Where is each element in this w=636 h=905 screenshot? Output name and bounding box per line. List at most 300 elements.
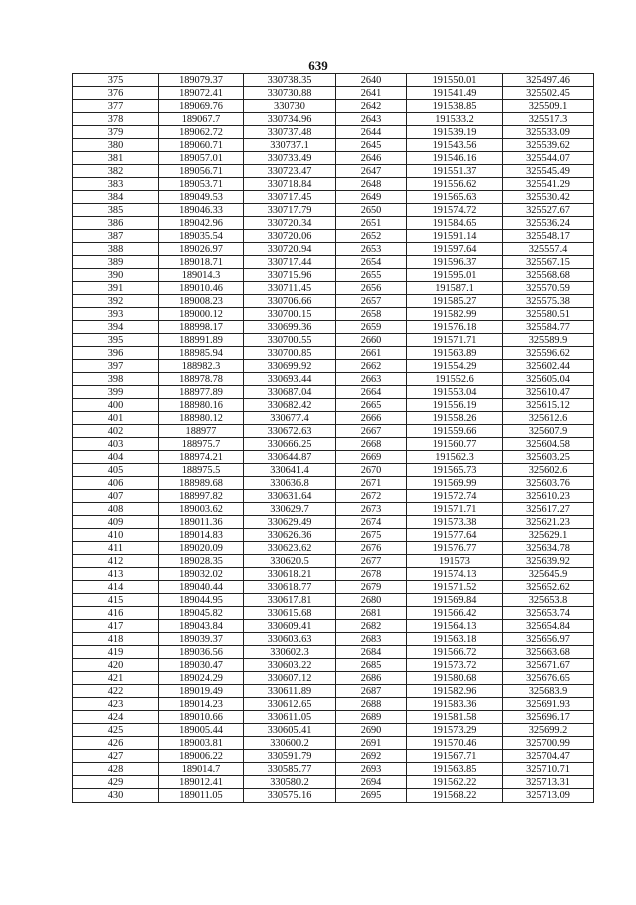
point-number-left-cell: 418 [73, 633, 159, 646]
y-coordinate-right-cell: 325602.6 [503, 464, 594, 477]
y-coordinate-left-cell: 330626.36 [244, 529, 336, 542]
y-coordinate-right-cell: 325580.51 [503, 308, 594, 321]
point-number-left-cell: 398 [73, 373, 159, 386]
point-number-right-cell: 2691 [336, 737, 407, 750]
table-row [73, 542, 594, 555]
table-row [73, 204, 594, 217]
x-coordinate-left-cell: 188998.17 [159, 321, 244, 334]
point-number-right-cell: 2681 [336, 607, 407, 620]
x-coordinate-left-cell: 189067.7 [159, 113, 244, 126]
y-coordinate-right-cell: 325603.25 [503, 451, 594, 464]
point-number-right-cell: 2665 [336, 399, 407, 412]
y-coordinate-left-cell: 330618.21 [244, 568, 336, 581]
x-coordinate-left-cell: 189003.62 [159, 503, 244, 516]
y-coordinate-left-cell: 330730 [244, 100, 336, 113]
point-number-right-cell: 2682 [336, 620, 407, 633]
y-coordinate-right-cell: 325612.6 [503, 412, 594, 425]
table-row [73, 568, 594, 581]
point-number-right-cell: 2689 [336, 711, 407, 724]
y-coordinate-right-cell: 325545.49 [503, 165, 594, 178]
point-number-right-cell: 2674 [336, 516, 407, 529]
x-coordinate-right-cell: 191566.42 [407, 607, 503, 620]
y-coordinate-left-cell: 330699.36 [244, 321, 336, 334]
point-number-right-cell: 2646 [336, 152, 407, 165]
y-coordinate-left-cell: 330738.35 [244, 74, 336, 87]
y-coordinate-left-cell: 330700.15 [244, 308, 336, 321]
y-coordinate-left-cell: 330682.42 [244, 399, 336, 412]
table-row [73, 685, 594, 698]
y-coordinate-right-cell: 325615.12 [503, 399, 594, 412]
table-row [73, 347, 594, 360]
x-coordinate-right-cell: 191563.89 [407, 347, 503, 360]
x-coordinate-left-cell: 189005.44 [159, 724, 244, 737]
x-coordinate-right-cell: 191585.27 [407, 295, 503, 308]
y-coordinate-right-cell: 325617.27 [503, 503, 594, 516]
y-coordinate-right-cell: 325713.09 [503, 789, 594, 803]
x-coordinate-left-cell: 189018.71 [159, 256, 244, 269]
point-number-left-cell: 405 [73, 464, 159, 477]
x-coordinate-left-cell: 189012.41 [159, 776, 244, 789]
x-coordinate-left-cell: 189060.71 [159, 139, 244, 152]
table-row [73, 230, 594, 243]
y-coordinate-left-cell: 330611.89 [244, 685, 336, 698]
point-number-right-cell: 2678 [336, 568, 407, 581]
point-number-right-cell: 2653 [336, 243, 407, 256]
y-coordinate-left-cell: 330720.34 [244, 217, 336, 230]
point-number-left-cell: 394 [73, 321, 159, 334]
x-coordinate-left-cell: 189006.22 [159, 750, 244, 763]
x-coordinate-left-cell: 189028.35 [159, 555, 244, 568]
y-coordinate-right-cell: 325710.71 [503, 763, 594, 776]
y-coordinate-right-cell: 325653.74 [503, 607, 594, 620]
point-number-left-cell: 412 [73, 555, 159, 568]
x-coordinate-right-cell: 191539.19 [407, 126, 503, 139]
table-row [73, 659, 594, 672]
point-number-left-cell: 386 [73, 217, 159, 230]
y-coordinate-left-cell: 330693.44 [244, 373, 336, 386]
table-row [73, 698, 594, 711]
y-coordinate-left-cell: 330711.45 [244, 282, 336, 295]
y-coordinate-right-cell: 325530.42 [503, 191, 594, 204]
point-number-left-cell: 381 [73, 152, 159, 165]
point-number-right-cell: 2658 [336, 308, 407, 321]
table-row [73, 750, 594, 763]
table-row [73, 178, 594, 191]
point-number-left-cell: 420 [73, 659, 159, 672]
y-coordinate-right-cell: 325652.62 [503, 581, 594, 594]
point-number-left-cell: 408 [73, 503, 159, 516]
point-number-left-cell: 416 [73, 607, 159, 620]
point-number-right-cell: 2659 [336, 321, 407, 334]
table-row [73, 87, 594, 100]
y-coordinate-right-cell: 325656.97 [503, 633, 594, 646]
y-coordinate-left-cell: 330720.94 [244, 243, 336, 256]
table-row [73, 399, 594, 412]
y-coordinate-left-cell: 330644.87 [244, 451, 336, 464]
y-coordinate-right-cell: 325567.15 [503, 256, 594, 269]
y-coordinate-right-cell: 325584.77 [503, 321, 594, 334]
x-coordinate-right-cell: 191582.99 [407, 308, 503, 321]
point-number-right-cell: 2683 [336, 633, 407, 646]
y-coordinate-left-cell: 330717.45 [244, 191, 336, 204]
x-coordinate-right-cell: 191551.37 [407, 165, 503, 178]
x-coordinate-right-cell: 191564.13 [407, 620, 503, 633]
point-number-left-cell: 426 [73, 737, 159, 750]
point-number-right-cell: 2655 [336, 269, 407, 282]
x-coordinate-right-cell: 191569.99 [407, 477, 503, 490]
table-row [73, 555, 594, 568]
point-number-left-cell: 378 [73, 113, 159, 126]
y-coordinate-left-cell: 330677.4 [244, 412, 336, 425]
y-coordinate-right-cell: 325607.9 [503, 425, 594, 438]
y-coordinate-right-cell: 325654.84 [503, 620, 594, 633]
point-number-left-cell: 425 [73, 724, 159, 737]
table-row [73, 451, 594, 464]
table-row [73, 438, 594, 451]
table-row [73, 412, 594, 425]
point-number-left-cell: 396 [73, 347, 159, 360]
point-number-right-cell: 2693 [336, 763, 407, 776]
x-coordinate-right-cell: 191573.29 [407, 724, 503, 737]
point-number-left-cell: 376 [73, 87, 159, 100]
point-number-left-cell: 410 [73, 529, 159, 542]
y-coordinate-left-cell: 330580.2 [244, 776, 336, 789]
x-coordinate-right-cell: 191565.63 [407, 191, 503, 204]
x-coordinate-right-cell: 191559.66 [407, 425, 503, 438]
point-number-right-cell: 2649 [336, 191, 407, 204]
x-coordinate-left-cell: 189030.47 [159, 659, 244, 672]
point-number-right-cell: 2671 [336, 477, 407, 490]
y-coordinate-left-cell: 330636.8 [244, 477, 336, 490]
x-coordinate-left-cell: 189040.44 [159, 581, 244, 594]
y-coordinate-left-cell: 330609.41 [244, 620, 336, 633]
table-row [73, 581, 594, 594]
x-coordinate-left-cell: 189014.23 [159, 698, 244, 711]
point-number-right-cell: 2692 [336, 750, 407, 763]
point-number-left-cell: 377 [73, 100, 159, 113]
x-coordinate-right-cell: 191552.6 [407, 373, 503, 386]
point-number-right-cell: 2669 [336, 451, 407, 464]
y-coordinate-left-cell: 330717.79 [244, 204, 336, 217]
point-number-right-cell: 2657 [336, 295, 407, 308]
y-coordinate-right-cell: 325589.9 [503, 334, 594, 347]
y-coordinate-right-cell: 325663.68 [503, 646, 594, 659]
table-row [73, 763, 594, 776]
point-number-left-cell: 399 [73, 386, 159, 399]
x-coordinate-right-cell: 191584.65 [407, 217, 503, 230]
x-coordinate-left-cell: 189046.33 [159, 204, 244, 217]
table-row [73, 789, 594, 803]
x-coordinate-right-cell: 191550.01 [407, 74, 503, 87]
x-coordinate-left-cell: 188977.89 [159, 386, 244, 399]
x-coordinate-right-cell: 191574.72 [407, 204, 503, 217]
x-coordinate-right-cell: 191573 [407, 555, 503, 568]
table-row [73, 464, 594, 477]
y-coordinate-right-cell: 325629.1 [503, 529, 594, 542]
x-coordinate-right-cell: 191580.68 [407, 672, 503, 685]
y-coordinate-left-cell: 330687.04 [244, 386, 336, 399]
point-number-right-cell: 2688 [336, 698, 407, 711]
table-row [73, 191, 594, 204]
x-coordinate-right-cell: 191596.37 [407, 256, 503, 269]
point-number-right-cell: 2676 [336, 542, 407, 555]
y-coordinate-left-cell: 330603.63 [244, 633, 336, 646]
x-coordinate-right-cell: 191538.85 [407, 100, 503, 113]
y-coordinate-left-cell: 330700.55 [244, 334, 336, 347]
point-number-right-cell: 2687 [336, 685, 407, 698]
x-coordinate-right-cell: 191567.71 [407, 750, 503, 763]
table-row [73, 100, 594, 113]
table-row [73, 490, 594, 503]
x-coordinate-right-cell: 191558.26 [407, 412, 503, 425]
x-coordinate-left-cell: 189069.76 [159, 100, 244, 113]
x-coordinate-right-cell: 191595.01 [407, 269, 503, 282]
x-coordinate-left-cell: 189019.49 [159, 685, 244, 698]
table-row [73, 165, 594, 178]
x-coordinate-right-cell: 191587.1 [407, 282, 503, 295]
point-number-right-cell: 2667 [336, 425, 407, 438]
x-coordinate-left-cell: 189024.29 [159, 672, 244, 685]
table-row [73, 529, 594, 542]
y-coordinate-right-cell: 325621.23 [503, 516, 594, 529]
x-coordinate-left-cell: 189035.54 [159, 230, 244, 243]
point-number-right-cell: 2668 [336, 438, 407, 451]
y-coordinate-right-cell: 325570.59 [503, 282, 594, 295]
y-coordinate-right-cell: 325497.46 [503, 74, 594, 87]
y-coordinate-left-cell: 330699.92 [244, 360, 336, 373]
y-coordinate-right-cell: 325602.44 [503, 360, 594, 373]
x-coordinate-left-cell: 189045.82 [159, 607, 244, 620]
x-coordinate-left-cell: 189042.96 [159, 217, 244, 230]
point-number-left-cell: 379 [73, 126, 159, 139]
point-number-right-cell: 2660 [336, 334, 407, 347]
point-number-right-cell: 2686 [336, 672, 407, 685]
point-number-right-cell: 2643 [336, 113, 407, 126]
x-coordinate-left-cell: 188974.21 [159, 451, 244, 464]
point-number-right-cell: 2645 [336, 139, 407, 152]
y-coordinate-left-cell: 330666.25 [244, 438, 336, 451]
point-number-left-cell: 414 [73, 581, 159, 594]
table-row [73, 646, 594, 659]
point-number-left-cell: 401 [73, 412, 159, 425]
x-coordinate-left-cell: 189026.97 [159, 243, 244, 256]
coordinates-table-body [73, 74, 594, 803]
y-coordinate-right-cell: 325691.93 [503, 698, 594, 711]
x-coordinate-right-cell: 191541.49 [407, 87, 503, 100]
point-number-right-cell: 2650 [336, 204, 407, 217]
y-coordinate-left-cell: 330600.2 [244, 737, 336, 750]
y-coordinate-left-cell: 330617.81 [244, 594, 336, 607]
x-coordinate-right-cell: 191571.71 [407, 334, 503, 347]
x-coordinate-left-cell: 189039.37 [159, 633, 244, 646]
table-row [73, 308, 594, 321]
point-number-right-cell: 2685 [336, 659, 407, 672]
y-coordinate-right-cell: 325548.17 [503, 230, 594, 243]
x-coordinate-left-cell: 189072.41 [159, 87, 244, 100]
y-coordinate-left-cell: 330730.88 [244, 87, 336, 100]
y-coordinate-right-cell: 325568.68 [503, 269, 594, 282]
point-number-right-cell: 2664 [336, 386, 407, 399]
y-coordinate-left-cell: 330623.62 [244, 542, 336, 555]
y-coordinate-left-cell: 330706.66 [244, 295, 336, 308]
table-row [73, 425, 594, 438]
table-row [73, 321, 594, 334]
x-coordinate-left-cell: 189010.46 [159, 282, 244, 295]
point-number-left-cell: 383 [73, 178, 159, 191]
y-coordinate-left-cell: 330615.68 [244, 607, 336, 620]
y-coordinate-left-cell: 330734.96 [244, 113, 336, 126]
y-coordinate-right-cell: 325704.47 [503, 750, 594, 763]
x-coordinate-right-cell: 191597.64 [407, 243, 503, 256]
x-coordinate-left-cell: 189011.05 [159, 789, 244, 803]
x-coordinate-right-cell: 191565.73 [407, 464, 503, 477]
point-number-left-cell: 397 [73, 360, 159, 373]
x-coordinate-right-cell: 191563.85 [407, 763, 503, 776]
x-coordinate-left-cell: 189003.81 [159, 737, 244, 750]
table-row [73, 269, 594, 282]
x-coordinate-left-cell: 189032.02 [159, 568, 244, 581]
y-coordinate-left-cell: 330720.06 [244, 230, 336, 243]
x-coordinate-left-cell: 188980.12 [159, 412, 244, 425]
table-row [73, 672, 594, 685]
point-number-right-cell: 2651 [336, 217, 407, 230]
x-coordinate-left-cell: 189020.09 [159, 542, 244, 555]
y-coordinate-right-cell: 325517.3 [503, 113, 594, 126]
y-coordinate-right-cell: 325596.62 [503, 347, 594, 360]
y-coordinate-right-cell: 325603.76 [503, 477, 594, 490]
x-coordinate-left-cell: 188991.89 [159, 334, 244, 347]
x-coordinate-right-cell: 191546.16 [407, 152, 503, 165]
point-number-right-cell: 2644 [336, 126, 407, 139]
y-coordinate-left-cell: 330591.79 [244, 750, 336, 763]
point-number-left-cell: 392 [73, 295, 159, 308]
point-number-left-cell: 424 [73, 711, 159, 724]
table-row [73, 139, 594, 152]
y-coordinate-left-cell: 330717.44 [244, 256, 336, 269]
y-coordinate-left-cell: 330641.4 [244, 464, 336, 477]
x-coordinate-right-cell: 191566.72 [407, 646, 503, 659]
table-row [73, 633, 594, 646]
table-row [73, 594, 594, 607]
y-coordinate-left-cell: 330700.85 [244, 347, 336, 360]
x-coordinate-left-cell: 189053.71 [159, 178, 244, 191]
x-coordinate-left-cell: 189049.53 [159, 191, 244, 204]
point-number-left-cell: 387 [73, 230, 159, 243]
point-number-right-cell: 2675 [336, 529, 407, 542]
x-coordinate-right-cell: 191533.2 [407, 113, 503, 126]
x-coordinate-left-cell: 189010.66 [159, 711, 244, 724]
table-row [73, 256, 594, 269]
point-number-right-cell: 2673 [336, 503, 407, 516]
x-coordinate-left-cell: 189079.37 [159, 74, 244, 87]
x-coordinate-right-cell: 191576.77 [407, 542, 503, 555]
point-number-right-cell: 2661 [336, 347, 407, 360]
y-coordinate-right-cell: 325700.99 [503, 737, 594, 750]
x-coordinate-left-cell: 188985.94 [159, 347, 244, 360]
table-row [73, 776, 594, 789]
x-coordinate-left-cell: 189036.56 [159, 646, 244, 659]
y-coordinate-left-cell: 330737.48 [244, 126, 336, 139]
x-coordinate-right-cell: 191570.46 [407, 737, 503, 750]
y-coordinate-left-cell: 330629.7 [244, 503, 336, 516]
table-row [73, 607, 594, 620]
y-coordinate-left-cell: 330723.47 [244, 165, 336, 178]
point-number-left-cell: 423 [73, 698, 159, 711]
point-number-right-cell: 2672 [336, 490, 407, 503]
y-coordinate-right-cell: 325575.38 [503, 295, 594, 308]
x-coordinate-right-cell: 191581.58 [407, 711, 503, 724]
y-coordinate-right-cell: 325610.47 [503, 386, 594, 399]
x-coordinate-right-cell: 191571.52 [407, 581, 503, 594]
y-coordinate-right-cell: 325696.17 [503, 711, 594, 724]
point-number-right-cell: 2666 [336, 412, 407, 425]
y-coordinate-right-cell: 325645.9 [503, 568, 594, 581]
y-coordinate-left-cell: 330605.41 [244, 724, 336, 737]
point-number-right-cell: 2694 [336, 776, 407, 789]
y-coordinate-right-cell: 325610.23 [503, 490, 594, 503]
x-coordinate-left-cell: 188989.68 [159, 477, 244, 490]
x-coordinate-left-cell: 188980.16 [159, 399, 244, 412]
point-number-left-cell: 382 [73, 165, 159, 178]
y-coordinate-left-cell: 330715.96 [244, 269, 336, 282]
y-coordinate-right-cell: 325671.67 [503, 659, 594, 672]
point-number-left-cell: 406 [73, 477, 159, 490]
point-number-left-cell: 428 [73, 763, 159, 776]
x-coordinate-right-cell: 191582.96 [407, 685, 503, 698]
table-row [73, 113, 594, 126]
page-number: 639 [308, 58, 328, 73]
table-row [73, 243, 594, 256]
point-number-right-cell: 2695 [336, 789, 407, 803]
y-coordinate-right-cell: 325509.1 [503, 100, 594, 113]
x-coordinate-right-cell: 191562.3 [407, 451, 503, 464]
y-coordinate-left-cell: 330585.77 [244, 763, 336, 776]
table-row [73, 516, 594, 529]
x-coordinate-right-cell: 191563.18 [407, 633, 503, 646]
x-coordinate-left-cell: 189014.3 [159, 269, 244, 282]
table-row [73, 386, 594, 399]
point-number-left-cell: 404 [73, 451, 159, 464]
point-number-right-cell: 2654 [336, 256, 407, 269]
y-coordinate-right-cell: 325539.62 [503, 139, 594, 152]
table-row [73, 334, 594, 347]
coordinates-table [72, 73, 594, 803]
table-row [73, 126, 594, 139]
x-coordinate-right-cell: 191576.18 [407, 321, 503, 334]
x-coordinate-right-cell: 191572.74 [407, 490, 503, 503]
table-row [73, 620, 594, 633]
point-number-left-cell: 380 [73, 139, 159, 152]
x-coordinate-left-cell: 188978.78 [159, 373, 244, 386]
point-number-right-cell: 2647 [336, 165, 407, 178]
x-coordinate-left-cell: 188997.82 [159, 490, 244, 503]
y-coordinate-right-cell: 325533.09 [503, 126, 594, 139]
table-row [73, 217, 594, 230]
x-coordinate-right-cell: 191568.22 [407, 789, 503, 803]
point-number-left-cell: 389 [73, 256, 159, 269]
x-coordinate-right-cell: 191554.29 [407, 360, 503, 373]
y-coordinate-right-cell: 325536.24 [503, 217, 594, 230]
table-row [73, 503, 594, 516]
x-coordinate-left-cell: 188982.3 [159, 360, 244, 373]
x-coordinate-right-cell: 191583.36 [407, 698, 503, 711]
y-coordinate-left-cell: 330733.49 [244, 152, 336, 165]
point-number-left-cell: 407 [73, 490, 159, 503]
x-coordinate-right-cell: 191573.72 [407, 659, 503, 672]
point-number-left-cell: 395 [73, 334, 159, 347]
point-number-right-cell: 2679 [336, 581, 407, 594]
y-coordinate-right-cell: 325653.8 [503, 594, 594, 607]
